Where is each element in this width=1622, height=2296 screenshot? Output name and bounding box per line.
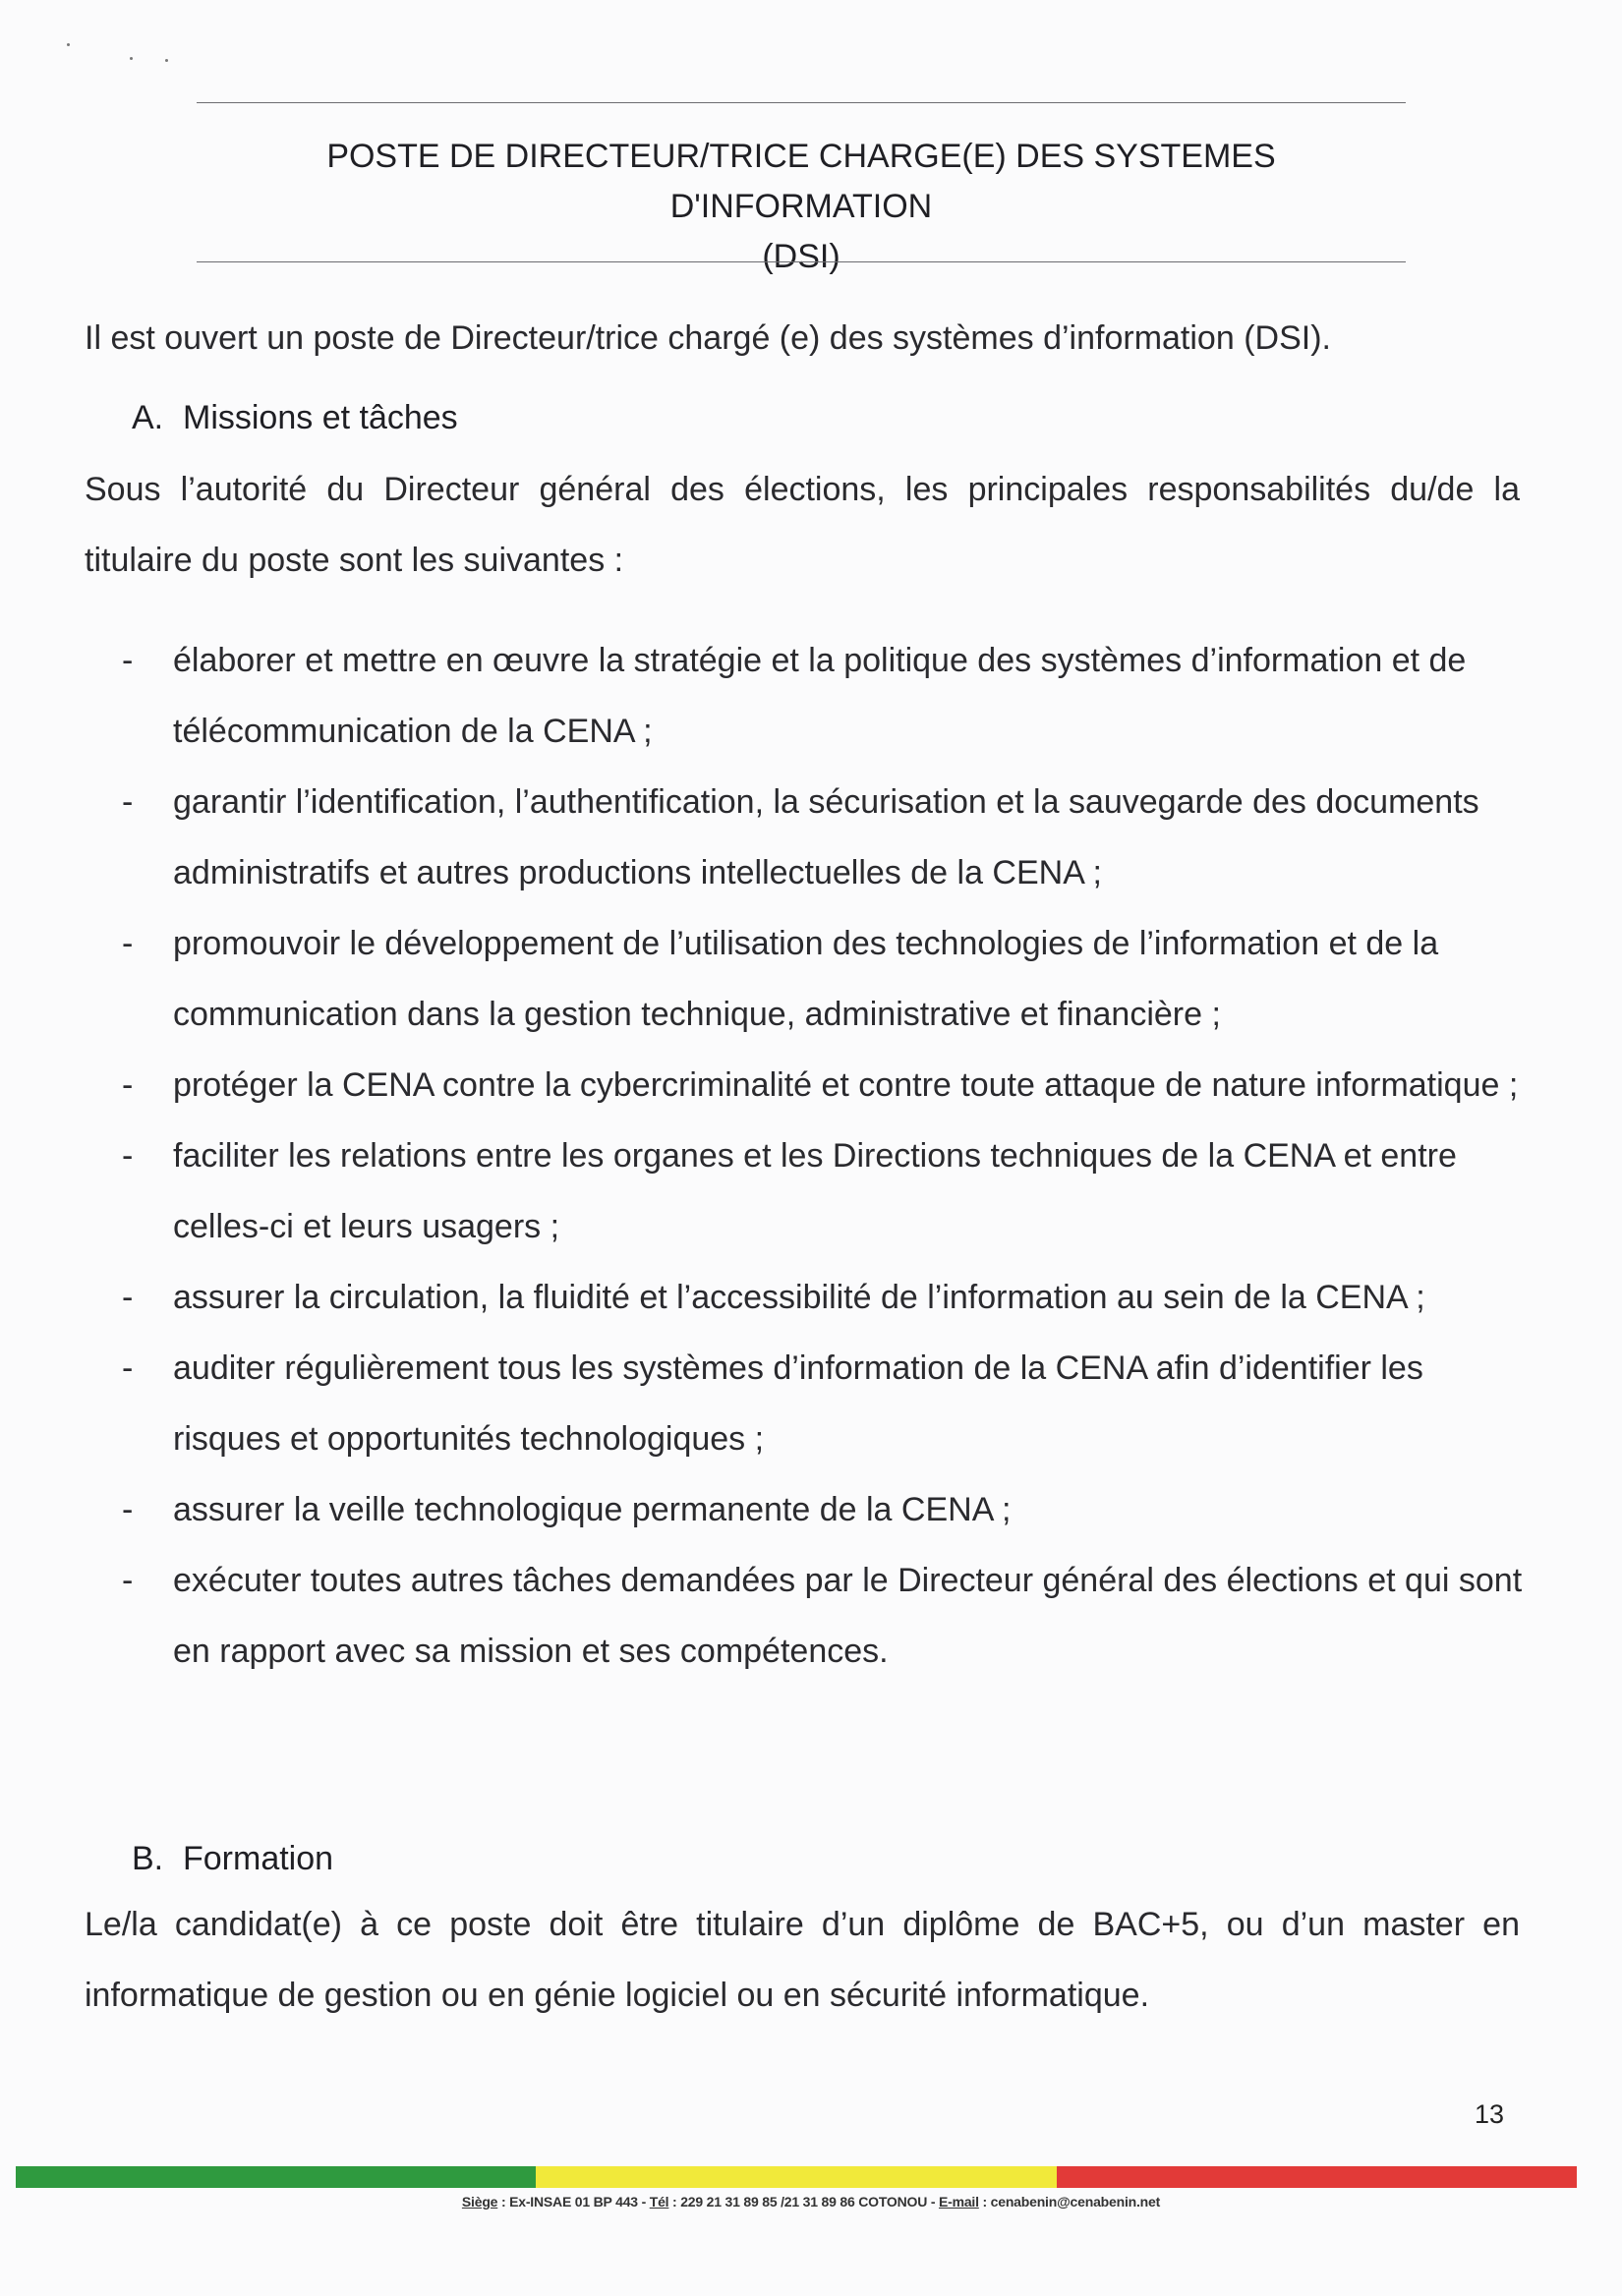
section-a-heading bbox=[132, 393, 458, 442]
footer-contact bbox=[0, 2194, 1622, 2210]
title-bottom-rule bbox=[197, 261, 1406, 262]
bullet-dash: - bbox=[122, 642, 134, 679]
flag-green-segment bbox=[16, 2166, 536, 2188]
list-item bbox=[85, 1474, 1530, 1545]
section-b-letter: B. bbox=[132, 1840, 164, 1877]
list-item bbox=[85, 1545, 1530, 1687]
list-item-text: exécuter toutes autres tâches demandées par le Directeur général des élections et qui sont en rapport avec sa mission et ses compétences. bbox=[173, 1562, 1523, 1670]
bullet-dash: - bbox=[122, 1349, 134, 1387]
list-item-text: protéger la CENA contre la cybercriminalité et contre toute attaque de nature informatique ; bbox=[173, 1066, 1519, 1104]
list-item bbox=[85, 1333, 1530, 1474]
list-item-text: assurer la circulation, la fluidité et l’accessibilité de l’information au sein de la CENA ; bbox=[173, 1279, 1425, 1316]
section-a-paragraph: Sous l’autorité du Directeur général des élections, les principales responsabilités du/de la titulaire du poste sont les suivantes : bbox=[85, 471, 1520, 579]
bullet-dash: - bbox=[122, 1137, 134, 1175]
list-item bbox=[85, 908, 1530, 1050]
flag-color-bar bbox=[16, 2166, 1577, 2188]
list-item bbox=[85, 1120, 1530, 1262]
list-item bbox=[85, 1262, 1530, 1333]
bullet-dash: - bbox=[122, 1491, 134, 1528]
list-item-text: promouvoir le développement de l’utilisation des technologies de l’information et de la communication dans la gestion technique, administrative et financière ; bbox=[173, 925, 1439, 1033]
footer-siege-label: Siège bbox=[461, 2194, 498, 2210]
task-list bbox=[85, 625, 1530, 1687]
title-line-1: POSTE DE DIRECTEUR/TRICE CHARGE(E) DES SYSTEMES D'INFORMATION bbox=[326, 138, 1276, 225]
scan-speck bbox=[165, 59, 168, 62]
footer-tel-label: Tél bbox=[649, 2194, 669, 2210]
bullet-dash: - bbox=[122, 1066, 134, 1104]
section-b-title: Formation bbox=[183, 1840, 334, 1877]
intro-paragraph: Il est ouvert un poste de Directeur/trice chargé (e) des systèmes d’information (DSI). bbox=[85, 319, 1331, 357]
section-b-heading bbox=[132, 1834, 333, 1883]
footer-email-text: : cenabenin@cenabenin.net bbox=[978, 2194, 1161, 2210]
list-item-text: assurer la veille technologique permanente de la CENA ; bbox=[173, 1491, 1012, 1528]
list-item bbox=[85, 625, 1530, 767]
scan-speck bbox=[67, 43, 70, 46]
footer-email-label: E-mail bbox=[938, 2194, 979, 2210]
section-a-letter: A. bbox=[132, 399, 164, 436]
list-item-text: garantir l’identification, l’authentification, la sécurisation et la sauvegarde des documents administratifs et autres productions intellectuelles de la CENA ; bbox=[173, 783, 1479, 891]
page-number: 13 bbox=[1475, 2099, 1505, 2129]
bullet-dash: - bbox=[122, 925, 134, 962]
list-item-text: faciliter les relations entre les organes et les Directions techniques de la CENA et entre celles-ci et leurs usagers ; bbox=[173, 1137, 1457, 1245]
section-b-paragraph: Le/la candidat(e) à ce poste doit être titulaire d’un diplôme de BAC+5, ou d’un master en informatique de gestion ou en génie logiciel ou en sécurité informatique. bbox=[85, 1906, 1520, 2014]
title-line-2: (DSI) bbox=[762, 238, 840, 275]
flag-yellow-segment bbox=[536, 2166, 1056, 2188]
list-item-text: élaborer et mettre en œuvre la stratégie et la politique des systèmes d’information et de télécommunication de la CENA ; bbox=[173, 642, 1467, 750]
footer-tel-text: : 229 21 31 89 85 /21 31 89 86 COTONOU - bbox=[668, 2194, 939, 2210]
footer-siege-text: : Ex-INSAE 01 BP 443 - bbox=[497, 2194, 650, 2210]
scan-speck bbox=[130, 57, 133, 60]
list-item bbox=[85, 1050, 1530, 1120]
title-top-rule bbox=[197, 102, 1406, 103]
flag-red-segment bbox=[1057, 2166, 1577, 2188]
list-item-text: auditer régulièrement tous les systèmes d’information de la CENA afin d’identifier les risques et opportunités technologiques ; bbox=[173, 1349, 1423, 1458]
list-item bbox=[85, 767, 1530, 908]
bullet-dash: - bbox=[122, 1562, 134, 1599]
document-title bbox=[197, 132, 1406, 282]
section-a-title: Missions et tâches bbox=[183, 399, 458, 436]
bullet-dash: - bbox=[122, 1279, 134, 1316]
bullet-dash: - bbox=[122, 783, 134, 821]
